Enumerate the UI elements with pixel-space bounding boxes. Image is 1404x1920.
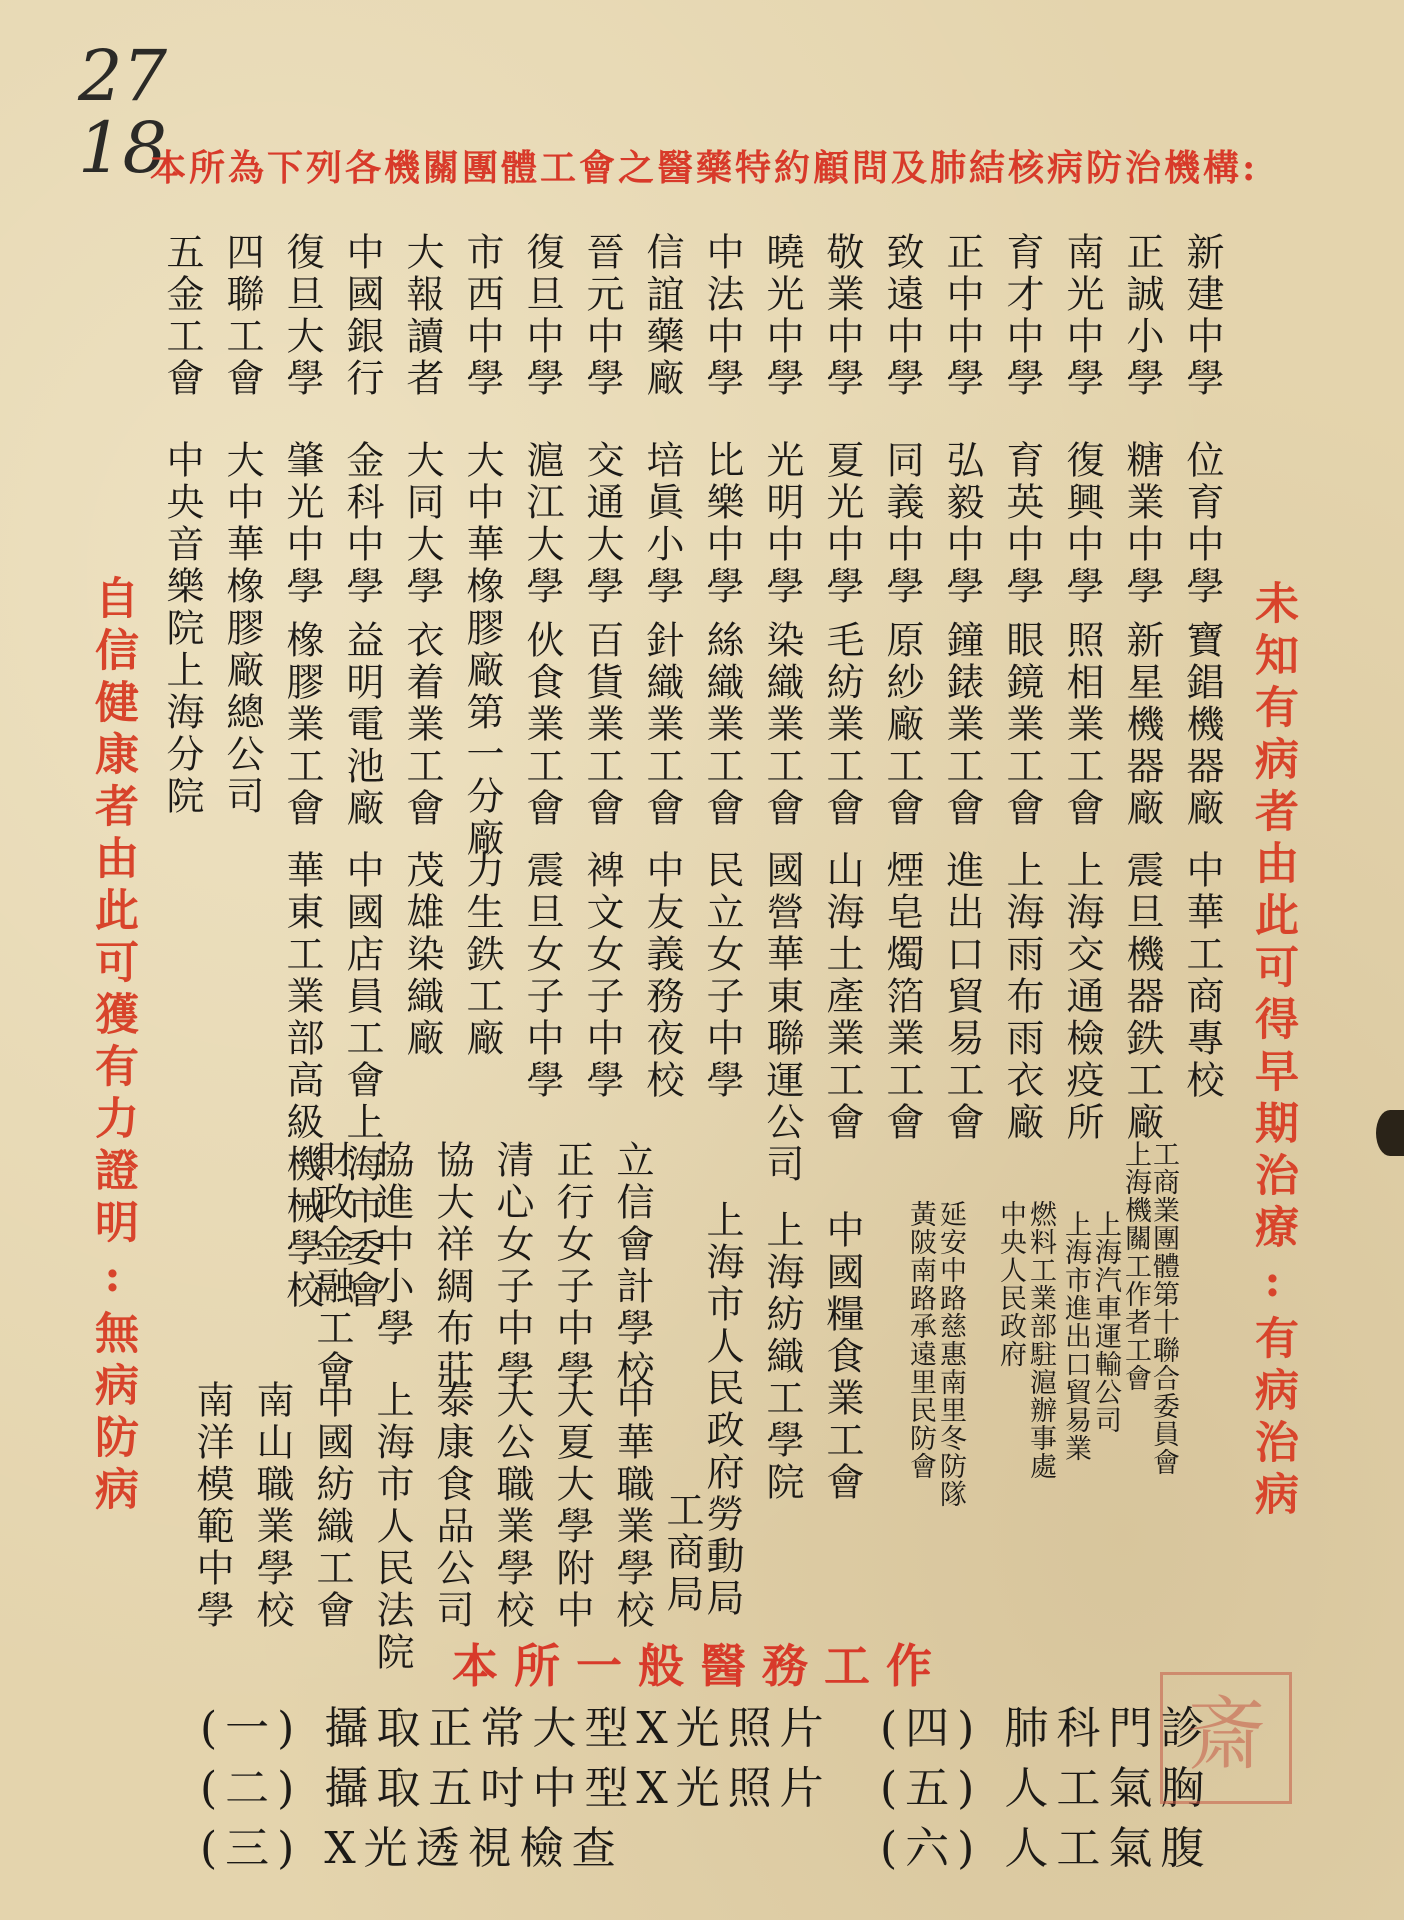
lower-col-12: 震旦女子中學 <box>520 850 564 1102</box>
bottom-entry-8a: 立信會計學校 <box>610 1140 654 1392</box>
service-number: (三) <box>200 1823 303 1874</box>
bottom-entry-11b: 泰康食品公司 <box>430 1380 474 1632</box>
bottom-entry-6: 上海紡織工學院 <box>760 1210 804 1504</box>
col-17-mid: 大中華橡膠廠總公司 <box>220 440 264 818</box>
right-slogan: 未知有病者由此可得早期治療:有病治病 <box>1247 580 1298 1523</box>
service-text: 人工氣腹 <box>1004 1823 1213 1874</box>
col-14-mid: 大同大學 <box>400 440 444 608</box>
bottom-entry-9b: 大夏大學附中 <box>550 1380 594 1632</box>
col-18-top: 五金工會 <box>160 232 204 400</box>
service-number: (五) <box>880 1763 983 1814</box>
bottom-entry-7a: 上海市人民政府勞動局 <box>700 1200 744 1620</box>
service-item <box>200 1812 624 1876</box>
bottom-entry-13a: 財政金融工會 <box>310 1140 354 1392</box>
service-item <box>200 1692 832 1756</box>
lower-col-15: 中國店員工會上海市委會 <box>340 850 384 1312</box>
col-11-bot: 百貨業工會 <box>580 620 624 830</box>
col-16-bot: 橡膠業工會 <box>280 620 324 830</box>
bottom-entry-8b: 中華職業學校 <box>610 1380 654 1632</box>
lower-col-11: 裨文女子中學 <box>580 850 624 1102</box>
col-4-bot: 眼鏡業工會 <box>1000 620 1044 830</box>
bottom-entry-7b: 工商局 <box>660 1490 704 1616</box>
service-number: (六) <box>880 1823 983 1874</box>
col-12-mid: 滬江大學 <box>520 440 564 608</box>
col-7-mid: 夏光中學 <box>820 440 864 608</box>
col-3-top: 南光中學 <box>1060 232 1104 400</box>
service-item <box>200 1752 832 1816</box>
col-6-top: 致遠中學 <box>880 232 924 400</box>
lower-col-7: 山海土產業工會 <box>820 850 864 1144</box>
bottom-entry-3b: 中央人民政府 <box>995 1200 1026 1368</box>
col-9-bot: 絲織業工會 <box>700 620 744 830</box>
col-2-bot: 新星機器廠 <box>1120 620 1164 830</box>
heading: 本所為下列各機關團體工會之醫藥特約顧問及肺結核病防治機構: <box>150 147 1259 189</box>
col-2-mid: 糖業中學 <box>1120 440 1164 608</box>
handwritten-top: 27 <box>78 35 168 117</box>
lower-col-5: 進出口貿易工會 <box>940 850 984 1144</box>
service-text: 肺科門診 <box>1004 1703 1213 1754</box>
ink-stain <box>1376 1110 1404 1156</box>
col-5-mid: 弘毅中學 <box>940 440 984 608</box>
handwritten-bottom: 18 <box>78 107 168 189</box>
bottom-entry-2a: 上海汽車運輸公司 <box>1090 1210 1121 1434</box>
bottom-entry-10a: 清心女子中學 <box>490 1140 534 1392</box>
service-text: X光透視檢查 <box>324 1823 624 1874</box>
bottom-entry-13b: 中國紡織工會 <box>310 1380 354 1632</box>
lower-col-16: 華東工業部高級機械學校 <box>280 850 324 1312</box>
bottom-entry-9a: 正行女子中學 <box>550 1140 594 1392</box>
col-8-top: 曉光中學 <box>760 232 804 400</box>
col-13-top: 市西中學 <box>460 232 504 400</box>
bottom-entry-14: 南山職業學校 <box>250 1380 294 1632</box>
bottom-entry-15: 南洋模範中學 <box>190 1380 234 1632</box>
col-14-bot: 衣着業工會 <box>400 620 444 830</box>
lower-col-14: 茂雄染織廠 <box>400 850 444 1060</box>
service-number: (二) <box>200 1763 303 1814</box>
service-text: 攝取五吋中型X光照片 <box>324 1763 832 1814</box>
lower-col-13: 力生鉄工廠 <box>460 850 504 1060</box>
col-16-mid: 肇光中學 <box>280 440 324 608</box>
col-6-mid: 同義中學 <box>880 440 924 608</box>
col-11-mid: 交通大學 <box>580 440 624 608</box>
bottom-entry-2b: 上海市進出口貿易業 <box>1060 1210 1091 1462</box>
lower-col-6: 煙皂燭箔業工會 <box>880 850 924 1144</box>
col-15-top: 中國銀行 <box>340 232 384 400</box>
bottom-entry-12b: 上海市人民法院 <box>370 1380 414 1674</box>
col-1-mid: 位育中學 <box>1180 440 1224 608</box>
service-number: (四) <box>880 1703 983 1754</box>
col-8-mid: 光明中學 <box>760 440 804 608</box>
col-2-top: 正誠小學 <box>1120 232 1164 400</box>
bottom-entry-5: 中國糧食業工會 <box>820 1210 864 1504</box>
col-10-bot: 針織業工會 <box>640 620 684 830</box>
bottom-entry-4b: 黃陂南路承遠里民防會 <box>905 1200 936 1480</box>
lower-col-9: 民立女子中學 <box>700 850 744 1102</box>
col-14-top: 大報讀者 <box>400 232 444 400</box>
lower-col-4: 上海雨布雨衣廠 <box>1000 850 1044 1144</box>
col-12-top: 復旦中學 <box>520 232 564 400</box>
col-17-top: 四聯工會 <box>220 232 264 400</box>
lower-col-2: 震旦機器鉄工廠 <box>1120 850 1164 1144</box>
col-1-top: 新建中學 <box>1180 232 1224 400</box>
bottom-entry-3a: 燃料工業部駐滬辦事處 <box>1025 1200 1056 1480</box>
col-3-bot: 照相業工會 <box>1060 620 1104 830</box>
col-12-bot: 伙食業工會 <box>520 620 564 830</box>
col-8-bot: 染織業工會 <box>760 620 804 830</box>
service-number: (一) <box>200 1703 303 1754</box>
bottom-entry-4a: 延安中路慈惠南里冬防隊 <box>935 1200 966 1508</box>
col-16-top: 復旦大學 <box>280 232 324 400</box>
col-18-mid: 中央音樂院上海分院 <box>160 440 204 818</box>
col-9-top: 中法中學 <box>700 232 744 400</box>
bottom-entry-10b: 大公職業學校 <box>490 1380 534 1632</box>
col-10-top: 信誼藥廠 <box>640 232 684 400</box>
col-6-bot: 原紗廠工會 <box>880 620 924 830</box>
col-13-mid: 大中華橡膠廠第一分廠 <box>460 440 504 860</box>
lower-col-10: 中友義務夜校 <box>640 850 684 1102</box>
lower-col-8: 國營華東聯運公司 <box>760 850 804 1186</box>
col-4-mid: 育英中學 <box>1000 440 1044 608</box>
bottom-entry-1b: 上海機關工作者工會 <box>1120 1140 1151 1392</box>
col-10-mid: 培眞小學 <box>640 440 684 608</box>
col-7-bot: 毛紡業工會 <box>820 620 864 830</box>
col-15-bot: 益明電池廠 <box>340 620 384 830</box>
bottom-entry-11a: 協大祥綢布莊 <box>430 1140 474 1392</box>
col-7-top: 敬業中學 <box>820 232 864 400</box>
col-5-top: 正中中學 <box>940 232 984 400</box>
col-1-bot: 寶錩機器廠 <box>1180 620 1224 830</box>
col-5-bot: 鐘錶業工會 <box>940 620 984 830</box>
col-3-mid: 復興中學 <box>1060 440 1104 608</box>
bottom-entry-1a: 工商業團體第十聯合委員會 <box>1148 1140 1179 1476</box>
seal-stamp: 斎 <box>1160 1672 1292 1804</box>
service-text: 攝取正常大型X光照片 <box>324 1703 832 1754</box>
service-text: 人工氣胸 <box>1004 1763 1213 1814</box>
col-15-mid: 金科中學 <box>340 440 384 608</box>
col-11-top: 晉元中學 <box>580 232 624 400</box>
col-4-top: 育才中學 <box>1000 232 1044 400</box>
lower-col-3: 上海交通檢疫所 <box>1060 850 1104 1144</box>
left-slogan: 自信健康者由此可獲有力證明:無病防病 <box>87 575 138 1518</box>
lower-col-1: 中華工商專校 <box>1180 850 1224 1102</box>
bottom-entry-12a: 協進中小學 <box>370 1140 414 1350</box>
col-9-mid: 比樂中學 <box>700 440 744 608</box>
service-item <box>880 1812 1212 1876</box>
services-title: 本所一般醫務工作 <box>452 1639 948 1693</box>
